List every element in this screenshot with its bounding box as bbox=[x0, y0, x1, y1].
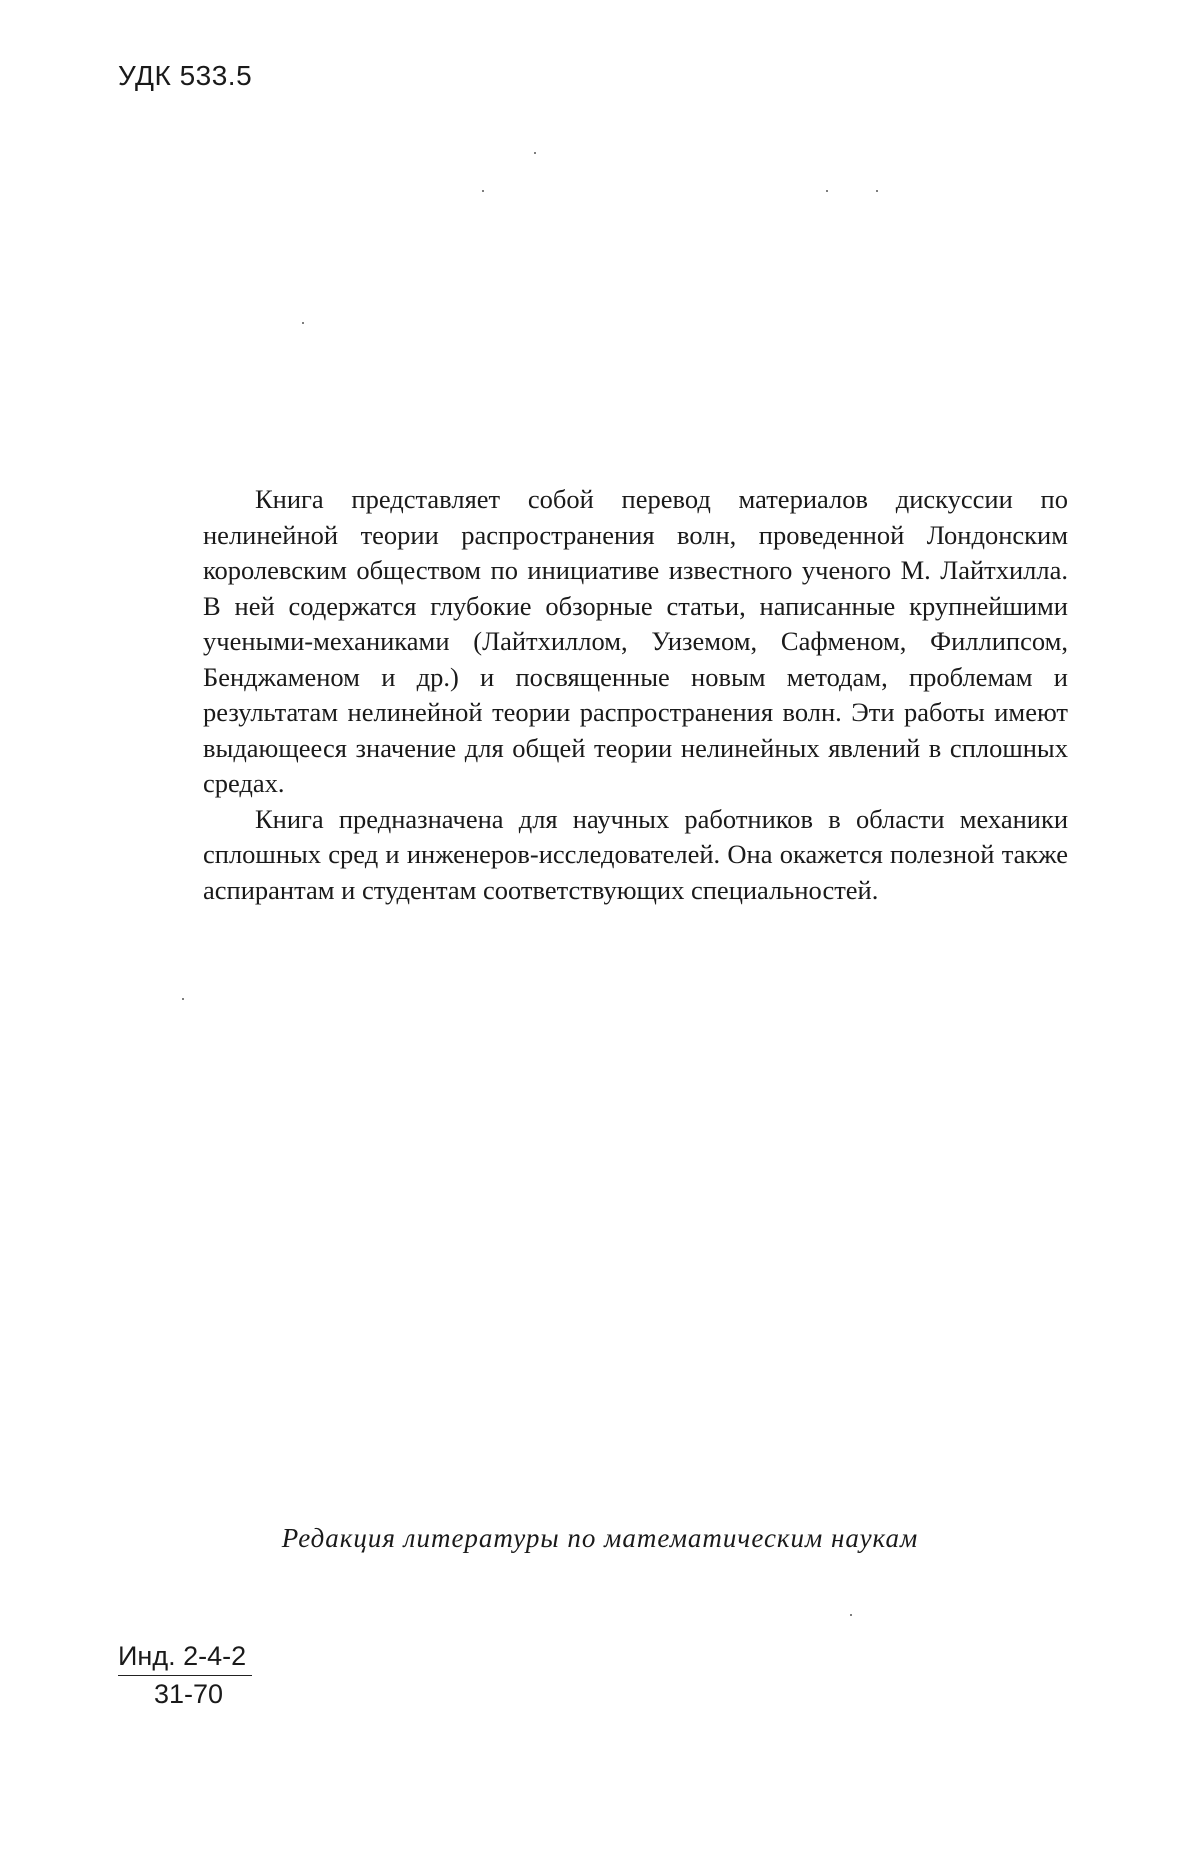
scan-speck bbox=[534, 152, 536, 154]
scan-speck bbox=[850, 1614, 852, 1616]
index-numerator: Инд. 2-4-2 bbox=[118, 1638, 252, 1676]
scan-speck bbox=[182, 998, 184, 1000]
scan-speck bbox=[876, 190, 878, 192]
udc-code: УДК 533.5 bbox=[118, 60, 253, 91]
abstract-paragraph: Книга предназначена для научных работников в области механики сплошных сред и инженеров-исследователей. Она окажется полезной также аспирантам и студентам соответствующих специальностей. bbox=[203, 803, 1068, 905]
book-abstract bbox=[203, 482, 1068, 908]
index-denominator: 31-70 bbox=[154, 1679, 224, 1709]
scan-speck bbox=[826, 190, 828, 192]
abstract-paragraph: Книга представляет собой перевод материалов дискуссии по нелинейной теории распространения волн, проведенной Лондонским королевским обществом по инициативе известного ученого М. Лайтхилла. В ней содержатся глубокие обзорные статьи, написанные крупнейшими учеными-механиками (Лайтхиллом, Уиземом, Сафменом, Филлипсом, Бенджаменом и др.) и посвященные новым методам, проблемам и результатам нелинейной теории распространения волн. Эти работы имеют выдающееся значение для общей теории нелинейных явлений в сплошных средах. bbox=[203, 484, 1068, 798]
editorial-line: Редакция литературы по математическим наукам bbox=[281, 1523, 919, 1553]
scan-speck bbox=[482, 190, 484, 192]
publication-index bbox=[118, 1638, 252, 1712]
scan-speck bbox=[302, 322, 304, 324]
